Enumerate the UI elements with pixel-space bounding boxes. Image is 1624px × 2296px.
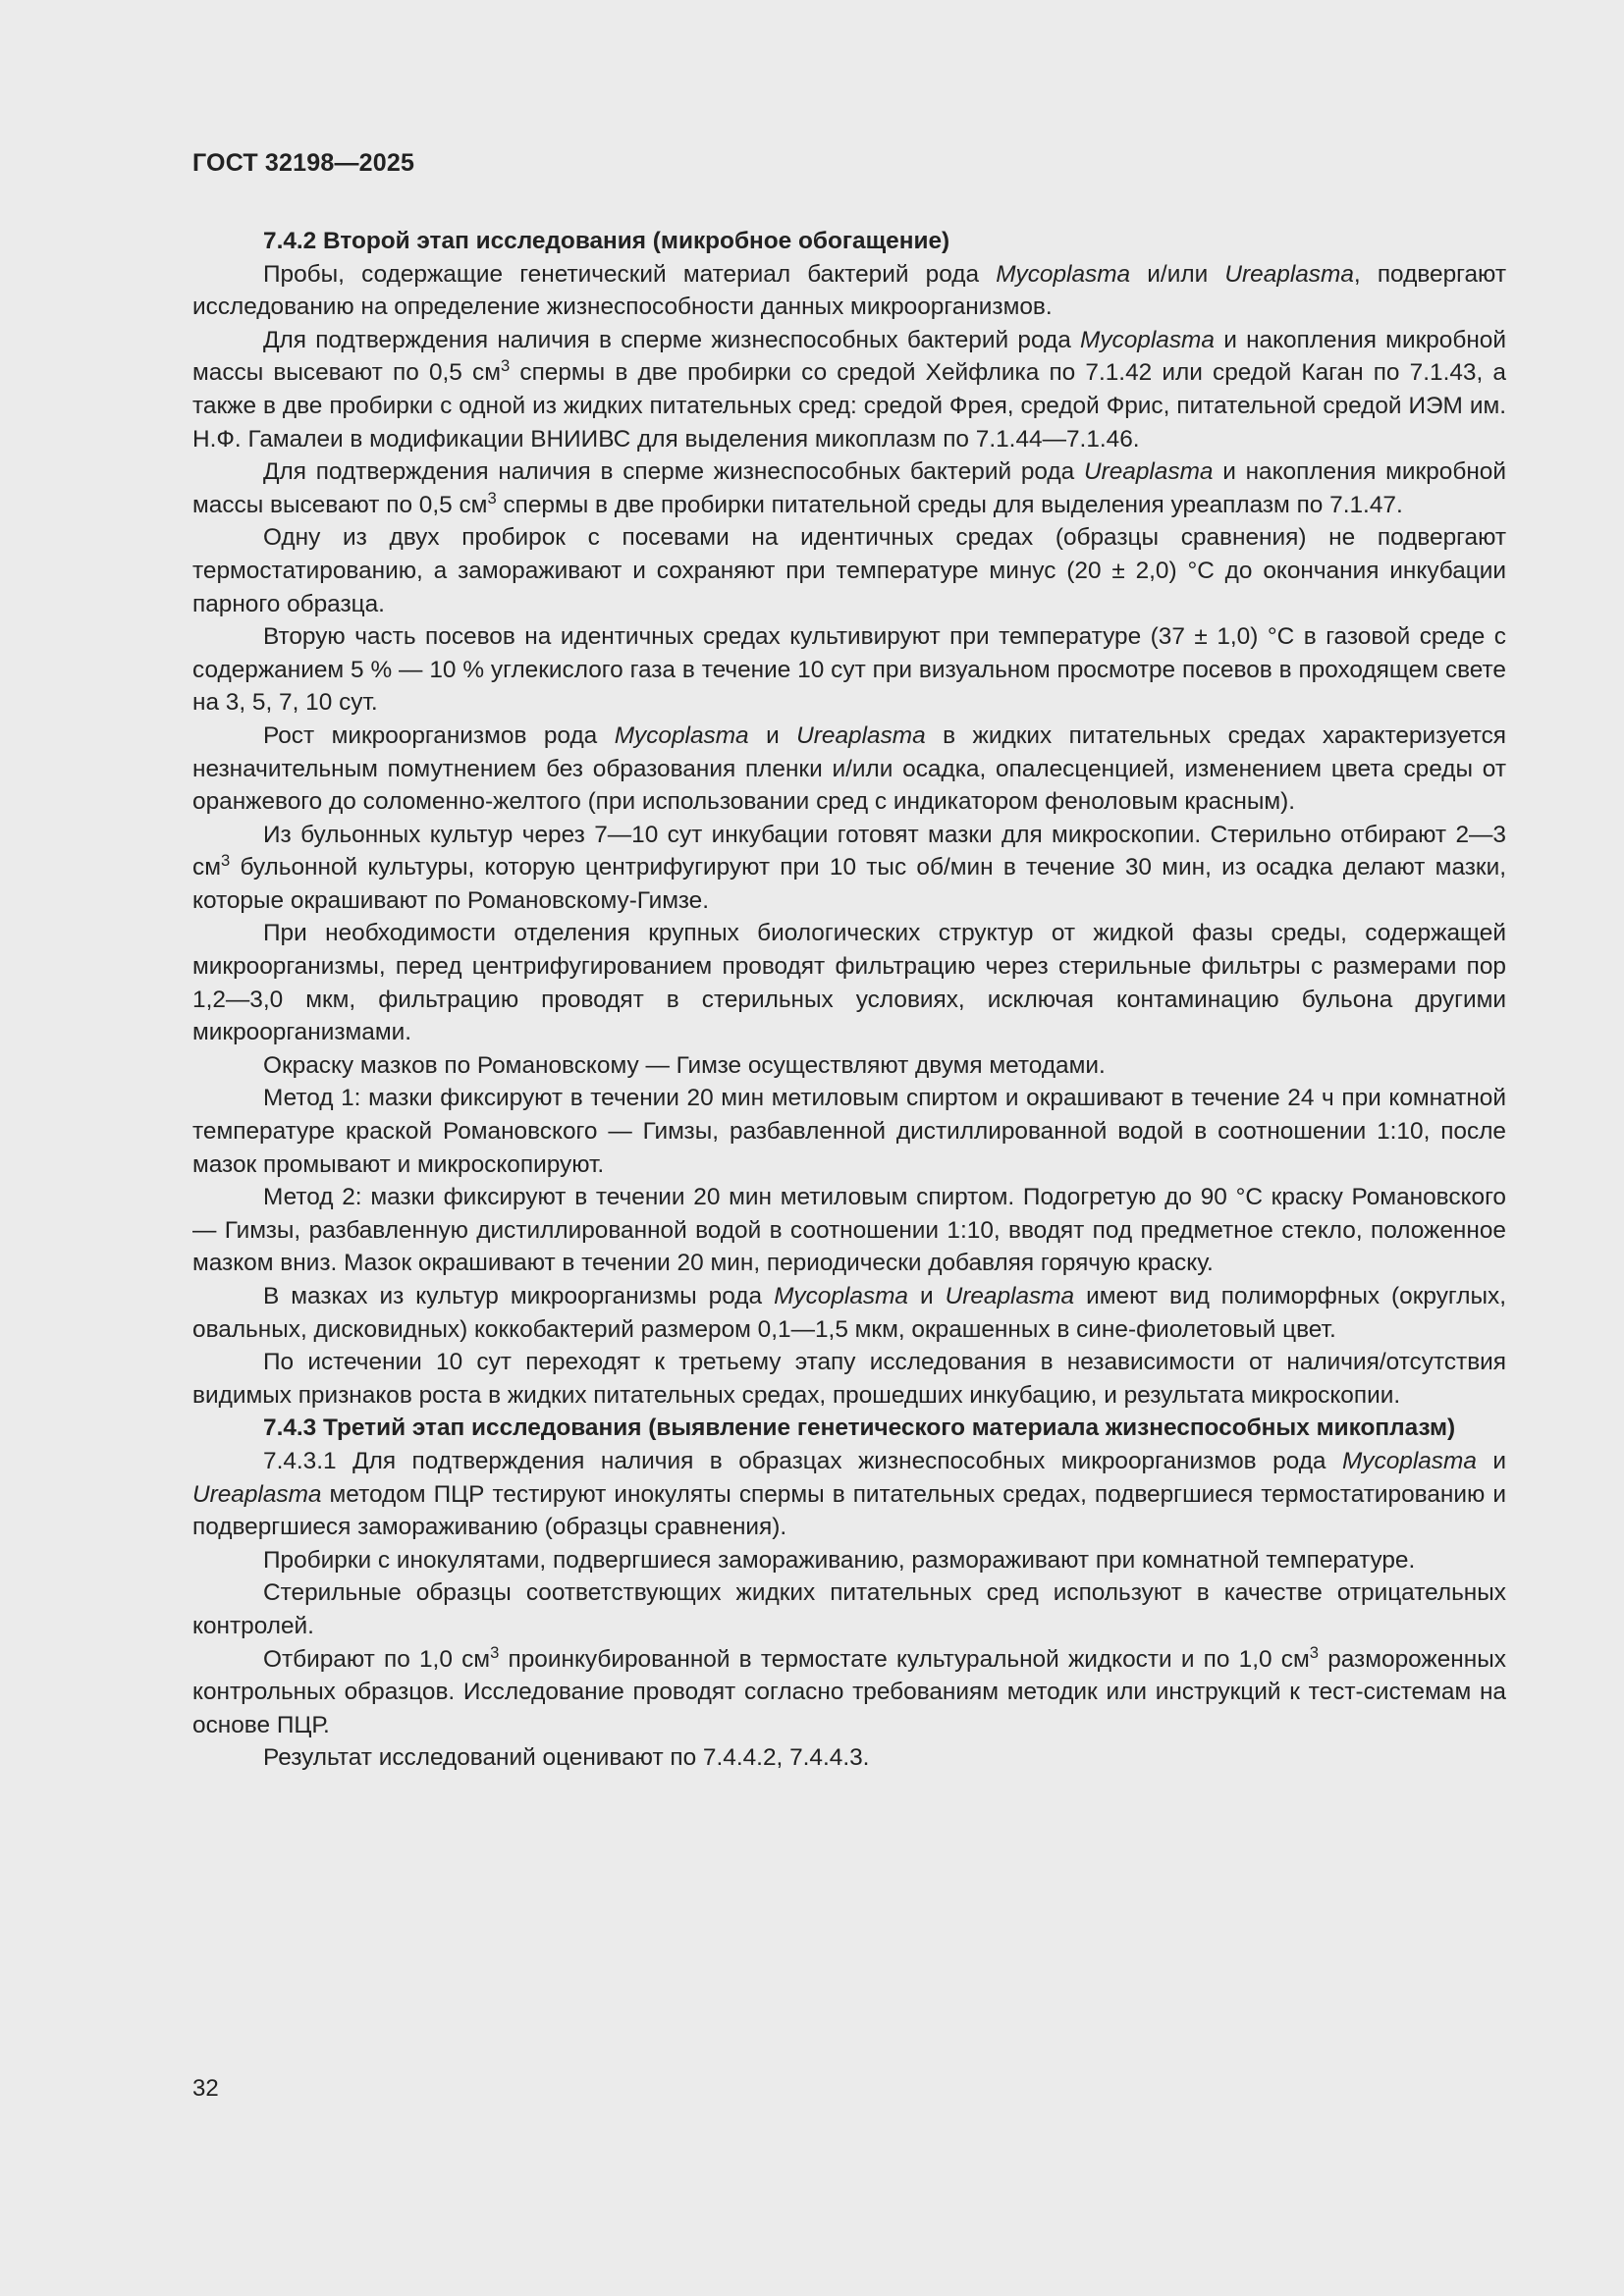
page-number: 32 [192,2075,219,2102]
paragraph: В мазках из культур микроорганизмы рода Mycoplasma и Ureaplasma имеют вид полиморфных (округлых, овальных, дисковидных) коккобактерий размером 0,1—1,5 мкм, окрашенных в сине-фиолетовый цвет. [192,1283,1506,1343]
paragraph: Отбирают по 1,0 $см^3$ проинкубированной в термостате культуральной жидкости и по 1,0 $см^3$ размороженных контрольных образцов. Исследование проводят согласно требованиям методик или инструкций к тест-системам на основе ПЦР. [192,1642,1506,1738]
paragraph: Пробы, содержащие генетический материал бактерий рода Mycoplasma и/или Ureaplasma, подвергают исследованию на определение жизнеспособности данных микроорганизмов. [192,260,1506,321]
paragraph: Пробирки с инокулятами, подвергшиеся замораживанию, размораживают при комнатной температуре. [263,1546,1416,1574]
paragraph: Вторую часть посевов на идентичных средах культивируют при температуре (37 ± 1,0) °С в газовой среде с содержанием 5 % — 10 % углекислого газа в течение 10 сут при визуальном просмотре посевов в проходящем свете на 3, 5, 7, 10 сут. [192,623,1506,717]
paragraph: Для подтверждения наличия в сперме жизнеспособных бактерий рода Mycoplasma и накопления микробной массы высевают по 0,5 $см^3$ спермы в две пробирки со средой Хейфлика по 7.1.42 или средой Каган по 7.1.43, а также в две пробирки с одной из жидких питательных сред: средой Фрея, средой Фрис, питательной средой ИЭМ им. Н.Ф. Гамалеи в модификации ВНИИВС для выделения микоплазм по 7.1.44—7.1.46. [192,326,1506,453]
paragraph: Рост микроорганизмов рода Mycoplasma и Ureaplasma в жидких питательных средах характеризуется незначительным помутнением без образования пленки и/или осадка, опалесценцией, изменением цвета среды от оранжевого до соломенно-желтого (при использовании сред с индикатором феноловым красным). [192,721,1506,816]
paragraph: Стерильные образцы соответствующих жидких питательных сред используют в качестве отрицательных контролей. [192,1579,1506,1639]
paragraph: По истечении 10 сут переходят к третьему этапу исследования в независимости от наличия/отсутствия видимых признаков роста в жидких питательных средах, прошедших инкубацию, и результата микроскопии. [192,1349,1506,1409]
paragraph: Результат исследований оценивают по 7.4.4.2, 7.4.4.3. [263,1744,870,1772]
paragraph: Метод 1: мазки фиксируют в течении 20 мин метиловым спиртом и окрашивают в течение 24 ч при комнатной температуре краской Романовского — Гимзы, разбавленной дистиллированной водой в соотношении 1:10, после мазок промывают и микроскопируют. [192,1085,1506,1178]
paragraph: 7.4.3.1 Для подтверждения наличия в образцах жизнеспособных микроорганизмов рода Mycoplasma и Ureaplasma методом ПЦР тестируют инокуляты спермы в питательных средах, подвергшиеся термостатированию и подвергшиеся замораживанию (образцы сравнения). [192,1447,1506,1541]
paragraph: Из бульонных культур через 7—10 сут инкубации готовят мазки для микроскопии. Стерильно отбирают 2—3 $см^3$ бульонной культуры, которую центрифугируют при 10 тыс об/мин в течение 30 мин, из осадка делают мазки, которые окрашивают по Романовскому-Гимзе. [192,821,1506,914]
document-body [192,225,1506,1775]
paragraph: Одну из двух пробирок с посевами на идентичных средах (образцы сравнения) не подвергают термостатированию, а замораживают и сохраняют при температуре минус (20 ± 2,0) °С до окончания инкубации парного образца. [192,524,1506,617]
section-heading-7-4-2: 7.4.2 Второй этап исследования (микробное обогащение) [263,228,950,254]
paragraph: При необходимости отделения крупных биологических структур от жидкой фазы среды, содержащей микроорганизмы, перед центрифугированием проводят фильтрацию через стерильные фильтры с размерами пор 1,2—3,0 мкм, фильтрацию проводят в стерильных условиях, исключая контаминацию бульона другими микроорганизмами. [192,920,1506,1046]
paragraph: Окраску мазков по Романовскому — Гимзе осуществляют двумя методами. [263,1051,1106,1079]
section-heading-7-4-3: 7.4.3 Третий этап исследования (выявление генетического материала жизнеспособных микоплазм) [263,1415,1456,1442]
paragraph: Метод 2: мазки фиксируют в течении 20 мин метиловым спиртом. Подогретую до 90 °С краску Романовского — Гимзы, разбавленную дистиллированной водой в соотношении 1:10, вводят под предметное стекло, положенное мазком вниз. Мазок окрашивают в течении 20 мин, периодически добавляя горячую краску. [192,1184,1506,1277]
document-header: ГОСТ 32198—2025 [192,149,415,177]
paragraph: Для подтверждения наличия в сперме жизнеспособных бактерий рода Ureaplasma и накопления микробной массы высевают по 0,5 $см^3$ спермы в две пробирки питательной среды для выделения уреаплазм по 7.1.47. [192,458,1506,518]
